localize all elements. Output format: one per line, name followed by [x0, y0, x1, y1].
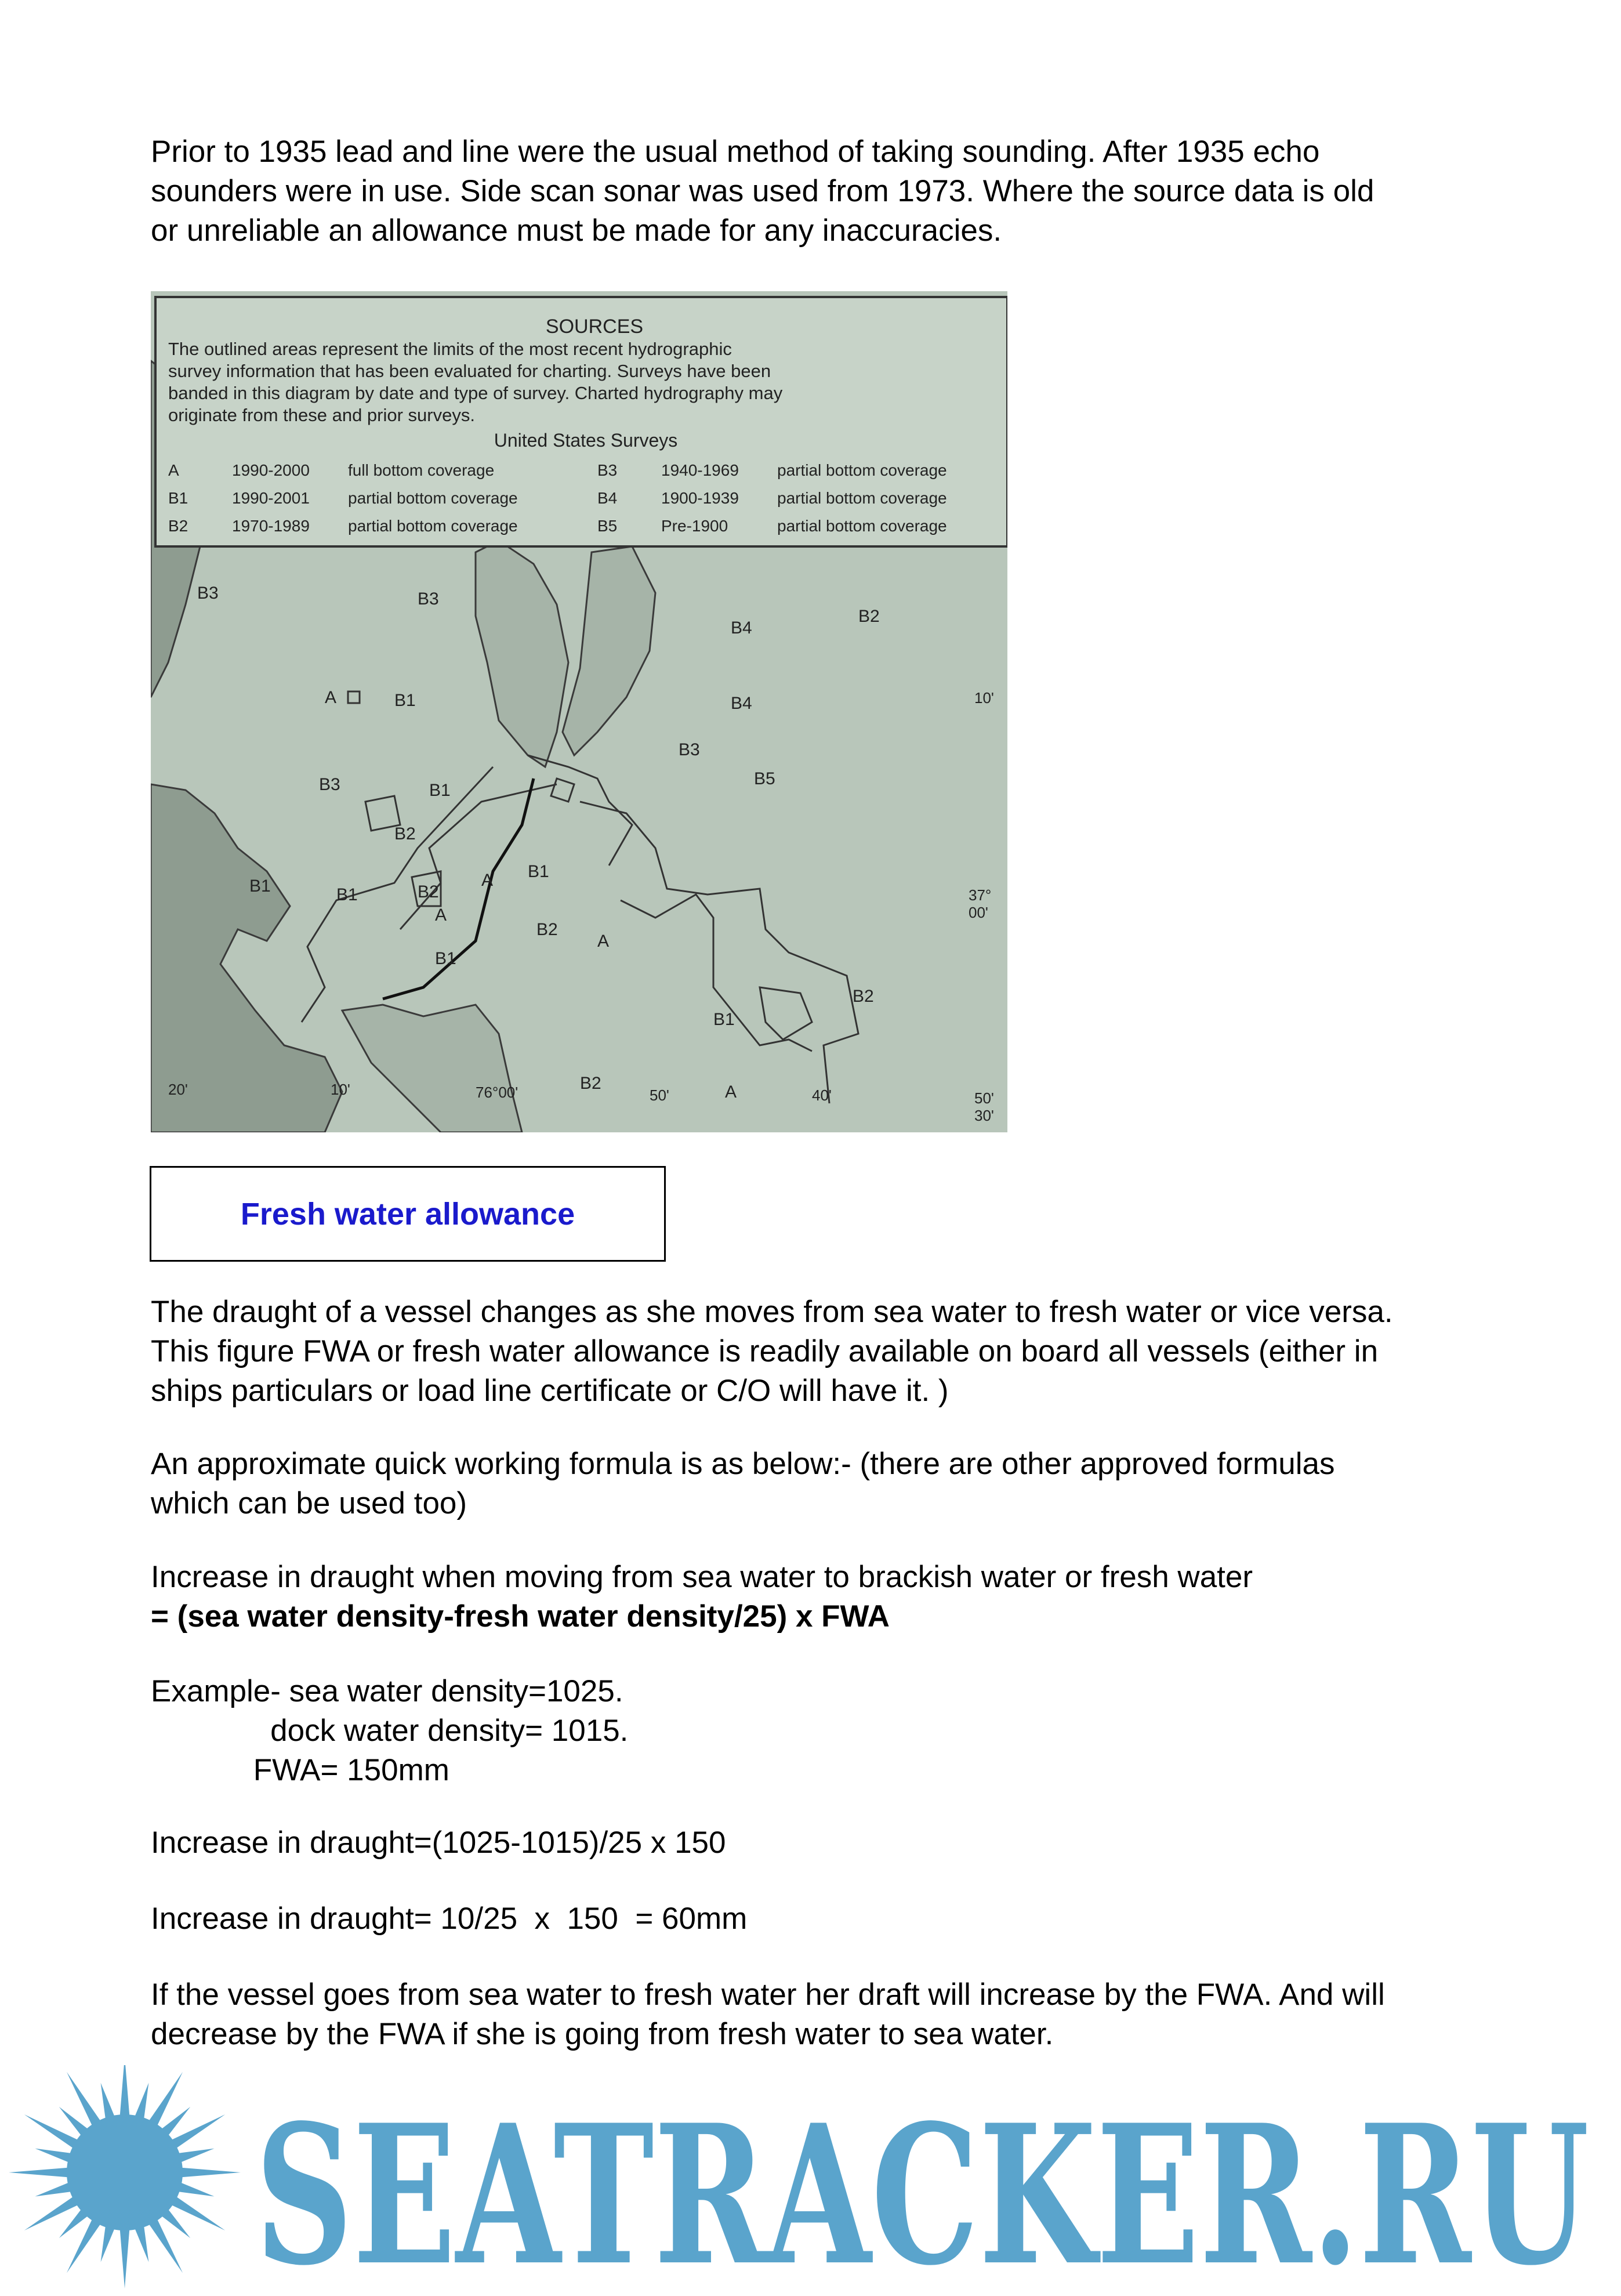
area-label: B2	[418, 882, 439, 901]
paragraph-line: ships particulars or load line certificate or C/O will have it. )	[151, 1374, 949, 1408]
latitude-label: 30'	[974, 1107, 994, 1124]
conclusion-paragraph	[151, 1975, 1508, 2054]
area-label: B3	[197, 584, 219, 603]
latitude-label: 10'	[974, 689, 994, 707]
area-label: B1	[336, 885, 358, 904]
calculation-line	[151, 1823, 1508, 1863]
example-line: dock water density= 1015.	[151, 1714, 629, 1748]
intro-line: Prior to 1935 lead and line were the usual method of taking sounding. After 1935 echo	[151, 135, 1320, 169]
area-label: B1	[435, 949, 456, 968]
area-label: B5	[754, 769, 775, 788]
legend-subtitle: United States Surveys	[494, 430, 678, 451]
intro-paragraph	[151, 132, 1508, 251]
legend-coverage: partial bottom coverage	[777, 489, 947, 507]
longitude-label: 76°00'	[476, 1084, 518, 1101]
legend-desc-line: survey information that has been evaluated for charting. Surveys have been	[168, 361, 771, 381]
paragraph-line: Increase in draught when moving from sea water to brackish water or fresh water	[151, 1560, 1253, 1594]
legend-code: A	[168, 461, 179, 479]
area-label: A	[435, 906, 447, 925]
area-label: A	[325, 688, 337, 707]
legend-years: Pre-1900	[661, 517, 728, 535]
fwa-paragraph	[151, 1292, 1508, 1411]
area-label: B2	[853, 987, 874, 1006]
example-line: Example- sea water density=1025.	[151, 1674, 623, 1708]
area-label: A	[481, 871, 494, 890]
brand-wordmark: SEATRACKER.RU	[255, 2083, 1589, 2293]
section-heading-box	[150, 1166, 666, 1262]
area-label: B1	[713, 1010, 735, 1029]
example-line: FWA= 150mm	[151, 1753, 449, 1787]
paragraph-line: This figure FWA or fresh water allowance is readily available on board all vessels (either in	[151, 1334, 1379, 1368]
legend-coverage: partial bottom coverage	[777, 461, 947, 479]
calculation-result-line	[151, 1899, 1508, 1939]
area-label: B2	[580, 1074, 601, 1093]
paragraph-line: which can be used too)	[151, 1486, 467, 1520]
legend-coverage: full bottom coverage	[348, 461, 495, 479]
legend-code: B1	[168, 489, 188, 507]
legend-years: 1990-2000	[232, 461, 310, 479]
legend-desc-line: banded in this diagram by date and type of survey. Charted hydrography may	[168, 383, 783, 403]
legend-years: 1990-2001	[232, 489, 310, 507]
area-label: B2	[858, 607, 880, 626]
area-label: B4	[731, 618, 752, 638]
area-label: B3	[319, 775, 340, 794]
area-label: B1	[528, 862, 549, 881]
legend-title: SOURCES	[545, 316, 644, 338]
calculation-text: Increase in draught=(1025-1015)/25 x 150	[151, 1826, 726, 1860]
paragraph-line: The draught of a vessel changes as she moves from sea water to fresh water or vice versa.	[151, 1295, 1393, 1329]
area-label: B1	[249, 877, 271, 896]
latitude-label: 37°	[969, 886, 992, 904]
sun-icon	[9, 2065, 241, 2288]
longitude-label: 20'	[168, 1081, 188, 1098]
legend-code: B2	[168, 517, 188, 535]
formula-intro-paragraph	[151, 1444, 1508, 1523]
legend-years: 1940-1969	[661, 461, 739, 479]
legend-coverage: partial bottom coverage	[348, 489, 518, 507]
legend-code: B4	[597, 489, 618, 507]
area-label: B4	[731, 694, 752, 713]
footer-logo	[0, 2065, 1621, 2293]
formula-paragraph	[151, 1558, 1508, 1636]
longitude-label: 50'	[650, 1087, 669, 1104]
area-label: A	[725, 1082, 737, 1102]
paragraph-line: decrease by the FWA if she is going from fresh water to sea water.	[151, 2017, 1054, 2051]
latitude-label: 50'	[974, 1089, 994, 1107]
legend-desc-line: The outlined areas represent the limits of the most recent hydrographic	[168, 339, 732, 359]
paragraph-line: If the vessel goes from sea water to fresh water her draft will increase by the FWA. And will	[151, 1978, 1385, 2012]
area-label: B3	[418, 589, 439, 609]
intro-line: sounders were in use. Side scan sonar was used from 1973. Where the source data is old	[151, 174, 1375, 208]
paragraph-line: An approximate quick working formula is as below:- (there are other approved formulas	[151, 1447, 1335, 1481]
longitude-label: 40'	[812, 1087, 832, 1104]
legend-code: B3	[597, 461, 618, 479]
area-label: B2	[536, 920, 558, 939]
legend-coverage: partial bottom coverage	[348, 517, 518, 535]
calculation-result-text: Increase in draught= 10/25 x 150 = 60mm	[151, 1902, 748, 1936]
legend-years: 1900-1939	[661, 489, 739, 507]
longitude-label: 10'	[331, 1081, 350, 1098]
area-label: B1	[429, 781, 451, 800]
section-heading: Fresh water allowance	[240, 1196, 575, 1232]
intro-line: or unreliable an allowance must be made for any inaccuracies.	[151, 213, 1002, 248]
area-label: A	[597, 932, 610, 951]
legend-coverage: partial bottom coverage	[777, 517, 947, 535]
latitude-label: 00'	[969, 904, 988, 921]
formula: = (sea water density-fresh water density/25) x FWA	[151, 1599, 890, 1634]
area-label: B2	[394, 824, 416, 843]
area-label: B1	[394, 691, 416, 710]
legend-desc-line: originate from these and prior surveys.	[168, 405, 475, 425]
nautical-chart-image	[151, 291, 1007, 1132]
area-label: B3	[679, 740, 700, 759]
legend-code: B5	[597, 517, 618, 535]
legend-years: 1970-1989	[232, 517, 310, 535]
example-block	[151, 1672, 1508, 1790]
